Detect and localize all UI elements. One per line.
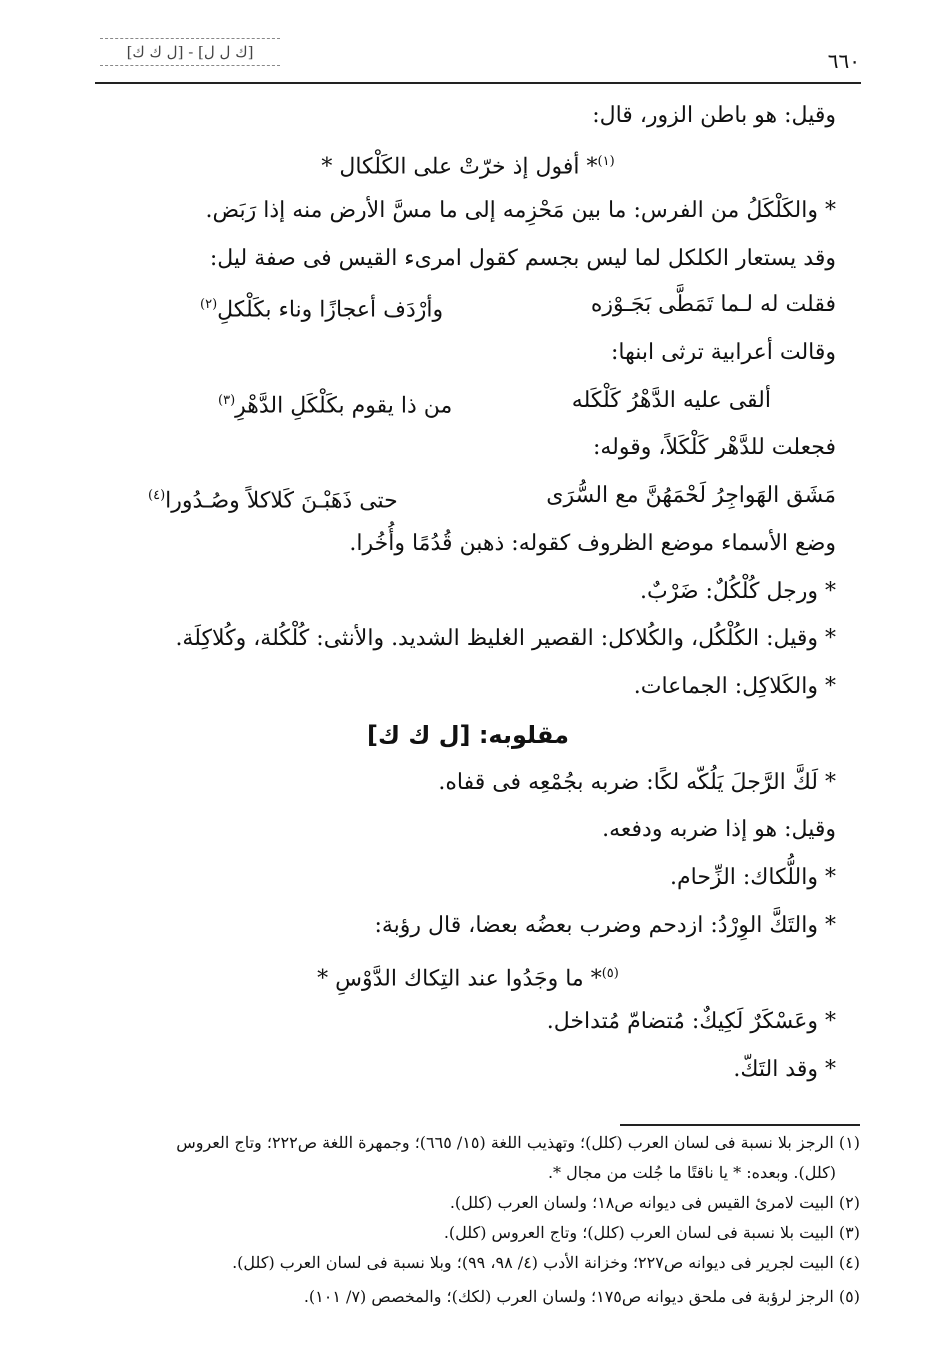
verse-4-second-text: حتى ذَهَبْـنَ كَلاكلاً وصُـدُورا: [165, 488, 398, 514]
verse-2-second-hemistich: [200, 282, 443, 328]
body-line-8: * وقيل: الكُلْكُل، والكُلاكل: القصير الغليظ الشديد. والأنثى: كُلْكُلة، وكُلاكِلَة.: [175, 626, 836, 651]
body-line-5: فجعلت للدَّهْر كَلْكَلاً، وقوله:: [592, 435, 836, 460]
footnote-ref-2: (٢): [200, 297, 218, 312]
section-heading: مقلوبه: [ل ك ك]: [367, 721, 569, 749]
body-line-2: * والكَلْكَلُ من الفرس: ما بين مَحْزِمه إلى ما مسَّ الأرض منه إذا رَبَض.: [205, 198, 836, 223]
footnote-ref-3: (٣): [218, 393, 236, 408]
footnote-5: (٥) الرجز لرؤبة فى ملحق ديوانه ص١٧٥؛ ولسان العرب (لكك)؛ والمخصص (٧/ ١٠١).: [303, 1287, 860, 1306]
verse-2-first-hemistich: فقلت له لـما تَمَطَّى بَجَـوْزه: [590, 292, 836, 317]
running-title: [ك ل ل] - [ل ك ك]: [100, 38, 280, 66]
body-line-14: * وعَسْكَرٌ لَكِيكٌ: مُتضامّ مُتداخل.: [546, 1009, 836, 1034]
body-line-10: * لَكَّ الرَّجلَ يَلُكّه لكًا: ضربه بجُمْعِه فى قفاه.: [438, 770, 836, 795]
footnote-1-continued: (كلل). وبعده: * يا ناقتًا ما جُلت من مجال *.: [547, 1163, 836, 1182]
verse-3-first-hemistich: ألقى عليه الدَّهْرُ كَلْكَله: [571, 388, 771, 413]
verse-2-second-text: وأرْدَف أعجازًا وناء بكَلْكلِ: [217, 297, 444, 323]
verse-3-second-hemistich: [218, 378, 452, 424]
verse-3-second-text: من ذا يقوم بكَلْكَلِ الدَّهْرِ: [235, 393, 453, 419]
body-line-1: وقيل: هو باطن الزور، قال:: [592, 103, 836, 128]
verse-5-text: * ما وجَدُوا عند التِكاك الدَّوْسِ *: [317, 966, 602, 992]
verse-1-text: * أفول إذ خرّتْ على الكَلْكال *: [321, 154, 598, 180]
footnote-separator: [620, 1124, 860, 1126]
body-line-6: وضع الأسماء موضع الظروف كقوله: ذهبن قُدُمًا وأُخُرا.: [349, 531, 836, 556]
body-line-13: * والتَكَّ الوِرْدُ: ازدحم وضرب بعضُه بعضا، قال رؤبة:: [374, 913, 836, 938]
body-line-7: * ورجل كُلْكُلٌ: ضَرْبٌ.: [640, 579, 836, 604]
footnote-ref-4: (٤): [148, 488, 166, 503]
body-line-4: وقالت أعرابية ترثى ابنها:: [610, 340, 836, 365]
footnote-1: (١) الرجز بلا نسبة فى لسان العرب (كلل)؛ وتهذيب اللغة (١٥/ ٦٦٥)؛ وجمهرة اللغة ص٢٢٢؛ وتاج العروس: [176, 1133, 860, 1152]
verse-4-first-hemistich: مَشَق الهَواجِرُ لَحْمَهُنَّ مع السُّرَى: [546, 483, 836, 508]
footnote-ref-1: (١): [597, 154, 615, 169]
body-line-15: * وقد التَكّ.: [733, 1057, 836, 1082]
body-line-3: وقد يستعار الكلكل لما ليس بجسم كقول امرىء القيس فى صفة ليل:: [209, 246, 836, 271]
footnote-3: (٣) البيت بلا نسبة فى لسان العرب (كلل)؛ وتاج العروس (كلل).: [443, 1223, 860, 1242]
footnote-4: (٤) البيت لجرير فى ديوانه ص٢٢٧؛ وخزانة الأدب (٤/ ٩٨، ٩٩)؛ وبلا نسبة فى لسان العرب (كلل).: [232, 1253, 860, 1272]
body-line-12: * واللُّكاك: الزِّحام.: [670, 865, 836, 890]
header-rule: [95, 82, 861, 84]
page-number: ٦٦٠: [827, 49, 860, 73]
verse-4-second-hemistich: [148, 473, 398, 519]
footnote-2: (٢) البيت لامرئ القيس فى ديوانه ص١٨؛ ولسان العرب (كلل).: [449, 1193, 860, 1212]
body-line-9: * والكَلاكِل: الجماعات.: [633, 674, 836, 699]
verse-5: [100, 951, 836, 997]
verse-1: [100, 139, 836, 185]
footnote-ref-5: (٥): [601, 966, 619, 981]
body-line-11: وقيل: هو إذا ضربه ودفعه.: [602, 817, 836, 842]
